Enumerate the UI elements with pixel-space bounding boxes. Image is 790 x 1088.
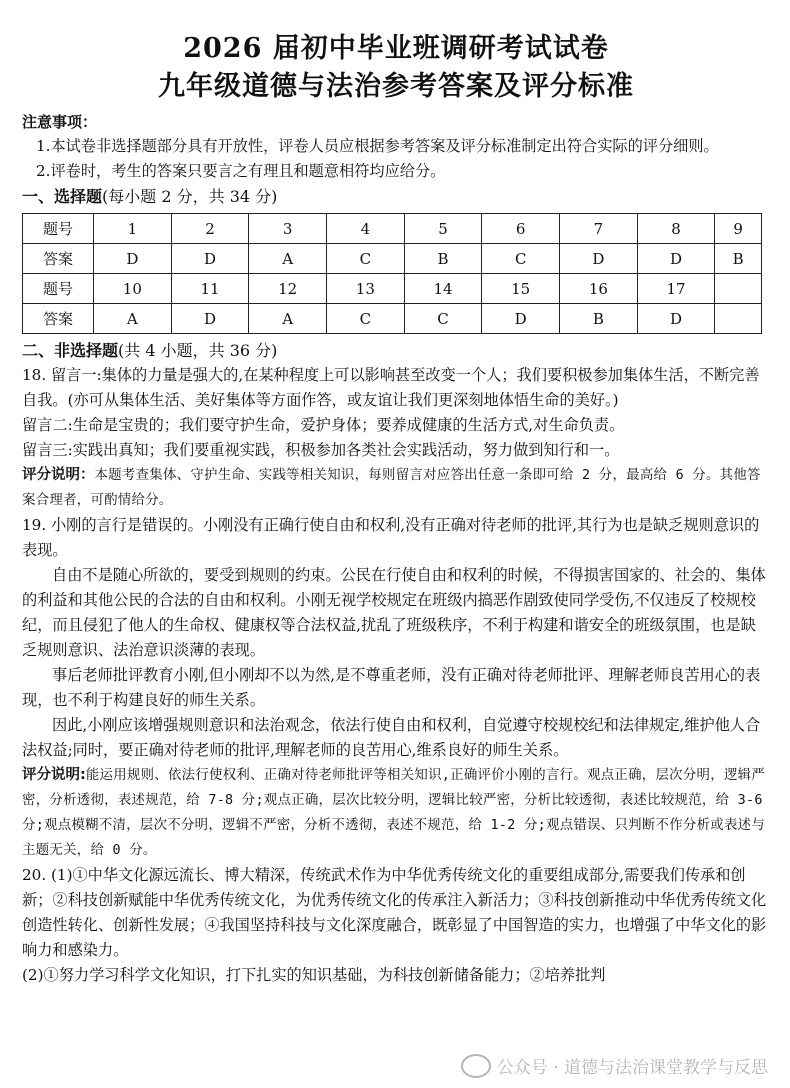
row-label: 答案 [23,304,94,334]
q19-paragraph-1: 19. 小刚的言行是错误的。小刚没有正确行使自由和权利,没有正确对待老师的批评,其行为也是缺乏规则意识的表现。 [22,516,760,559]
row-label: 答案 [23,244,94,274]
q19-paragraph-4: 因此,小刚应该增强规则意识和法治观念，依法行使自由和权利，自觉遵守校规校纪和法律规定,维护他人合法权益;同时，要正确对待老师的批评,理解老师的良苦用心,维系良好的师生关系。 [22,716,761,759]
q19-paragraph-2: 自由不是随心所欲的，要受到规则的约束。公民在行使自由和权利的时候，不得损害国家的、社会的、集体的利益和其他公民的合法的自由和权利。小刚无视学校规定在班级内搞恶作剧致使同学受伤,不仅违反了校规校纪，而且侵犯了他人的生命权、健康权等合法权益,扰乱了班级秩序，不利于构建和谐安全的班级氛围，也是缺乏规则意识、法治意识淡薄的表现。 [22,566,766,659]
table-cell: 3 [249,214,327,244]
row-label: 题号 [23,274,94,304]
table-cell: 1 [94,214,172,244]
table-cell: 8 [637,214,715,244]
exam-title: 2026 届初中毕业班调研考试试卷 [183,33,609,64]
q19-paragraph-3: 事后老师批评教育小刚,但小刚却不以为然,是不尊重老师，没有正确对待老师批评、理解老师良苦用心的表现，也不利于构建良好的师生关系。 [22,666,761,709]
table-cell: 6 [482,214,560,244]
notice-item-1: 1.本试卷非选择题部分具有开放性，评卷人员应根据参考答案及评分标准制定出符合实际的评分细则。 [36,137,719,155]
section-2-heading [22,338,770,363]
table-cell: 7 [560,214,638,244]
table-row [23,304,762,334]
section-2-title: 二、非选择题 [22,341,119,360]
table-cell: D [171,244,249,274]
table-cell: 12 [249,274,327,304]
table-cell: 5 [404,214,482,244]
table-cell: 11 [171,274,249,304]
table-cell: C [327,304,405,334]
table-cell: 17 [637,274,715,304]
section-2-note: (共 4 小题，共 36 分) [118,341,278,360]
table-cell: D [637,244,715,274]
q20-paragraph-1: 20. (1)①中华文化源远流长、博大精深，传统武术作为中华优秀传统文化的重要组成部分,需要我们传承和创新；②科技创新赋能中华优秀传统文化，为优秀传统文化的传承注入新活力；③科技创新推动中华优秀传统文化创造性转化、创新性发展；④我国坚持科技与文化深度融合，既彰显了中国智造的实力，也增强了中华文化的影响力和感染力。 [22,866,767,959]
q19-scoring-note [22,763,770,863]
section-1-note: (每小题 2 分，共 34 分) [102,187,278,206]
q18-scoring-text: 本题考查集体、守护生命、实践等相关知识，每则留言对应答出任意一条即可给 2 分，最高给 6 分。其他答案合理者，可酌情给分。 [22,468,761,508]
table-cell: B [715,244,762,274]
q18-paragraph-3: 留言三:实践出真知；我们要重视实践，积极参加各类社会实践活动，努力做到知行和一。 [22,441,620,459]
table-cell: C [327,244,405,274]
table-cell: 10 [94,274,172,304]
table-cell: 2 [171,214,249,244]
q18-paragraph-2: 留言二:生命是宝贵的；我们要守护生命，爱护身体；要养成健康的生活方式,对生命负责。 [22,416,625,434]
table-cell: 14 [404,274,482,304]
table-cell [715,274,762,304]
notice-item-2: 2.评卷时，考生的答案只要言之有理且和题意相符均应给分。 [36,162,446,180]
table-cell: 4 [327,214,405,244]
q20-paragraph-2: (2)①努力学习科学文化知识，打下扎实的知识基础，为科技创新储备能力；②培养批判 [22,966,606,984]
table-cell: C [482,244,560,274]
q19-scoring-label: 评分说明: [22,767,86,783]
table-cell: A [249,244,327,274]
row-label: 题号 [23,214,94,244]
table-cell: B [404,244,482,274]
table-cell: D [482,304,560,334]
table-row [23,244,762,274]
section-1-heading [22,184,770,209]
table-cell: 13 [327,274,405,304]
table-cell: 9 [715,214,762,244]
section-1-title: 一、选择题 [22,187,103,206]
table-cell: 16 [560,274,638,304]
wechat-icon [461,1054,491,1078]
table-cell: D [637,304,715,334]
table-row [23,274,762,304]
watermark-text: 公众号 · 道德与法治课堂教学与反思 [496,1058,768,1078]
exam-subtitle: 九年级道德与法治参考答案及评分标准 [158,71,634,102]
q18-scoring-label: 评分说明： [22,467,95,483]
table-cell: A [94,304,172,334]
table-cell: D [171,304,249,334]
table-cell: D [94,244,172,274]
watermark [461,1053,768,1078]
table-cell: C [404,304,482,334]
q18-scoring-note [22,463,770,513]
answer-table [22,213,762,334]
answer-sheet-page [22,30,770,988]
table-row [23,214,762,244]
table-cell: B [560,304,638,334]
table-cell: A [249,304,327,334]
table-cell: D [560,244,638,274]
q18-paragraph-1: 18. 留言一:集体的力量是强大的,在某种程度上可以影响甚至改变一个人；我们要积极参加集体生活，不断完善自我。(亦可从集体生活、美好集体等方面作答，或友谊让我们更深刻地体悟生命的美好。) [22,366,760,409]
table-cell: 15 [482,274,560,304]
q19-scoring-text: 能运用规则、依法行使权利、正确对待老师批评等相关知识,正确评价小刚的言行。观点正确，层次分明，逻辑严密，分析透彻，表述规范，给 7-8 分;观点正确，层次比较分明，逻辑比较严密，分析比较透彻，表述比较规范，给 3-6 分;观点模糊不清，层次不分明，逻辑不严密，分析不透彻，表述不规范，给 1-2 分;观点错误、只判断不作分析或表述与主题无关，给 0 分。 [22,768,766,858]
table-cell [715,304,762,334]
notice-heading: 注意事项： [22,113,98,131]
